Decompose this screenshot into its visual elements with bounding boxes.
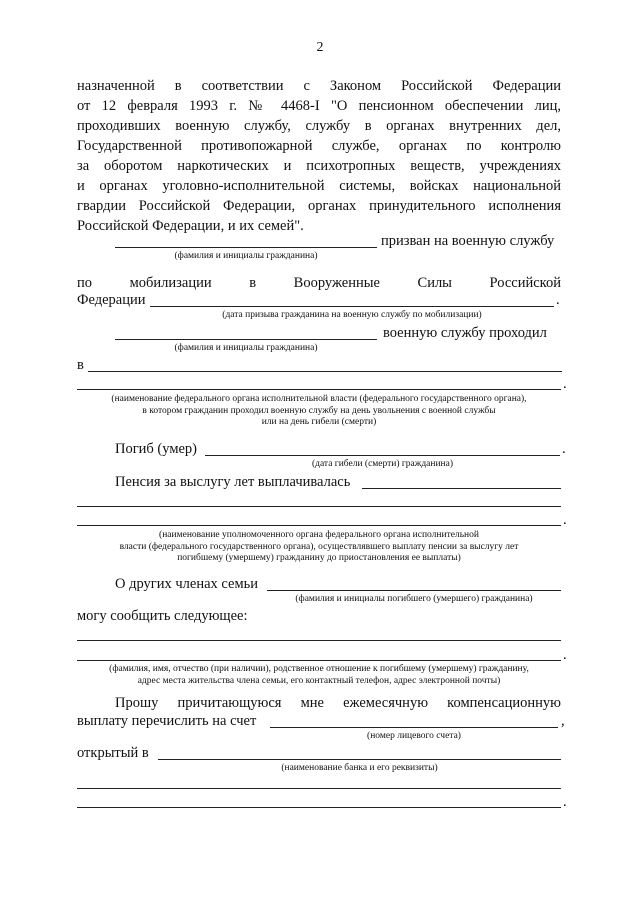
intro-line: Государственной противопожарной службе, органах по контролю	[77, 138, 561, 154]
intro-line: гвардии Российской Федерации, органах принудительного исполнения	[77, 198, 561, 214]
intro-paragraph	[77, 76, 561, 236]
intro-line: Российской Федерации, и их семей".	[77, 218, 304, 234]
org-field-line-1[interactable]	[88, 371, 562, 372]
caption-line: (фамилия, имя, отчество (при наличии), родственное отношение к погибшему (умершему) гражданину,	[109, 664, 529, 674]
mobilization-line	[77, 273, 561, 293]
request-line	[115, 693, 561, 713]
caption-name-2: (фамилия и инициалы гражданина)	[174, 343, 318, 353]
period-mark: .	[563, 794, 567, 810]
pension-org-field-1[interactable]	[362, 488, 561, 489]
call-date-field[interactable]	[150, 306, 554, 307]
bank-field-1[interactable]	[158, 759, 561, 760]
caption-line: адрес места жительства члена семьи, его контактный телефон, адрес электронной почты)	[137, 675, 501, 686]
death-date-field[interactable]	[205, 455, 560, 456]
members-field-1[interactable]	[77, 640, 561, 641]
caption-line: в котором гражданин проходил военную службу на день увольнения с военной службы	[142, 405, 496, 416]
pension-org-field-2[interactable]	[77, 506, 561, 507]
period-mark: .	[563, 512, 567, 528]
caption-account: (номер лицевого счета)	[367, 731, 461, 741]
caption-bank: (наименование банка и его реквизиты)	[281, 763, 438, 773]
period-mark: .	[563, 647, 567, 663]
caption-call-date: (дата призыва гражданина на военную службу по мобилизации)	[222, 310, 482, 320]
caption-line: или на день гибели (смерти)	[261, 417, 377, 427]
died-label: Погиб (умер)	[115, 441, 198, 457]
served-text: военную службу проходил	[383, 325, 547, 341]
request-text: Прошу причитающуюся мне ежемесячную компенсационную	[115, 695, 561, 711]
intro-line: проходивших военную службу, службу в органах внутренних дел,	[77, 118, 561, 134]
account-number-field[interactable]	[270, 727, 558, 728]
full-name-field-1[interactable]	[115, 247, 377, 248]
caption-members	[77, 664, 561, 687]
caption-pension	[77, 530, 561, 565]
org-field-line-2[interactable]	[77, 389, 561, 390]
intro-line: от 12 февраля 1993 г. № 4468-I "О пенсионном обеспечении лиц,	[77, 98, 561, 114]
pension-label: Пенсия за выслугу лет выплачивалась	[115, 474, 351, 490]
page-number: 2	[316, 40, 324, 55]
caption-name-1: (фамилия и инициалы гражданина)	[174, 251, 318, 261]
intro-line: назначенной в соответствии с Законом Российской Федерации	[77, 78, 561, 94]
members-field-2[interactable]	[77, 660, 561, 661]
full-name-field-2[interactable]	[115, 339, 377, 340]
intro-line: за оборотом наркотических и психотропных веществ, учреждениях	[77, 158, 561, 174]
opened-label: открытый в	[77, 745, 149, 761]
called-up-text: призван на военную службу	[381, 233, 555, 249]
mobilization-text: по мобилизации в Вооруженные Силы Российской	[77, 275, 561, 291]
caption-org	[77, 394, 561, 429]
bank-field-2[interactable]	[77, 788, 561, 789]
caption-line: погибшему (умершему) гражданину до приостановления ее выплаты)	[177, 553, 461, 563]
federation-label: Федерации	[77, 292, 146, 308]
bank-field-3[interactable]	[77, 807, 561, 808]
caption-death-date: (дата гибели (смерти) гражданина)	[311, 459, 454, 469]
caption-family: (фамилия и инициалы погибшего (умершего) гражданина)	[295, 594, 533, 604]
in-label: в	[77, 357, 84, 373]
comma-mark: ,	[561, 713, 565, 729]
account-label: выплату перечислить на счет	[77, 713, 257, 729]
period-mark: .	[563, 376, 567, 392]
caption-line: власти (федерального государственного органа), осуществлявшего выплату пенсии за выслугу лет	[119, 541, 519, 552]
family-label: О других членах семьи	[115, 576, 258, 592]
pension-org-field-3[interactable]	[77, 525, 561, 526]
report-label: могу сообщить следующее:	[77, 608, 248, 624]
caption-line: (наименование уполномоченного органа федерального органа исполнительной	[159, 530, 479, 540]
period-mark: .	[562, 441, 566, 457]
deceased-name-field[interactable]	[267, 590, 561, 591]
caption-line: (наименование федерального органа исполнительной власти (федерального государственного органа),	[111, 394, 527, 404]
intro-line: и органах уголовно-исполнительной системы, войсках национальной	[77, 178, 561, 194]
period-mark: .	[556, 292, 560, 308]
